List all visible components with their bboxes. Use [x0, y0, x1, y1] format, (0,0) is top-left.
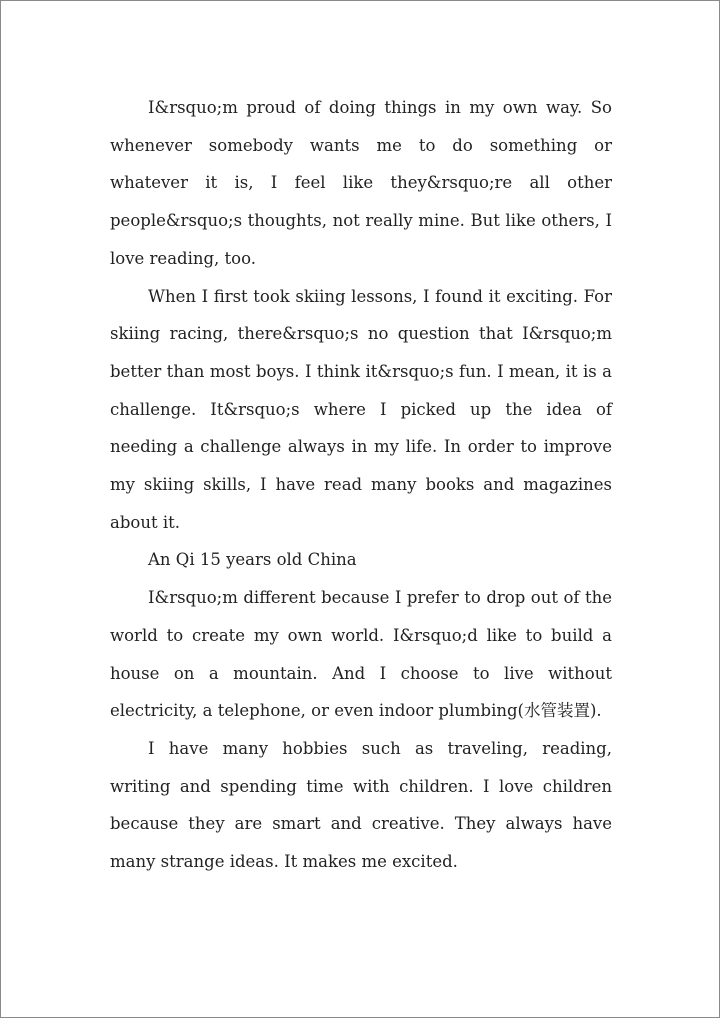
document-body — [110, 89, 612, 881]
paragraph-skiing-lessons: When I first took skiing lessons, I found it exciting. For skiing racing, there&rsquo;s no question that I&rsquo;m better than most boys. I think it&rsquo;s fun. I mean, it is a challenge. It&rsquo;s where I picked up the idea of needing a challenge always in my life. In order to improve my skiing skills, I have read many books and magazines about it. — [110, 286, 612, 532]
paragraph-proud-own-way: I&rsquo;m proud of doing things in my own way. So whenever somebody wants me to do something or whatever it is, I feel like they&rsquo;re all other people&rsquo;s thoughts, not really mine. But like others, I love reading, too. — [110, 98, 612, 268]
paragraph-author-line: An Qi 15 years old China — [148, 550, 357, 570]
paragraph-hobbies: I have many hobbies such as traveling, reading, writing and spending time with children. I love children because they are smart and creative. They always have many strange ideas. It makes me excited. — [110, 738, 612, 872]
paragraph-own-world: I&rsquo;m different because I prefer to drop out of the world to create my own world. I&rsquo;d like to build a house on a mountain. And I choose to live without electricity, a telephone, or even indoor plumbing(水管装置). — [110, 588, 612, 721]
